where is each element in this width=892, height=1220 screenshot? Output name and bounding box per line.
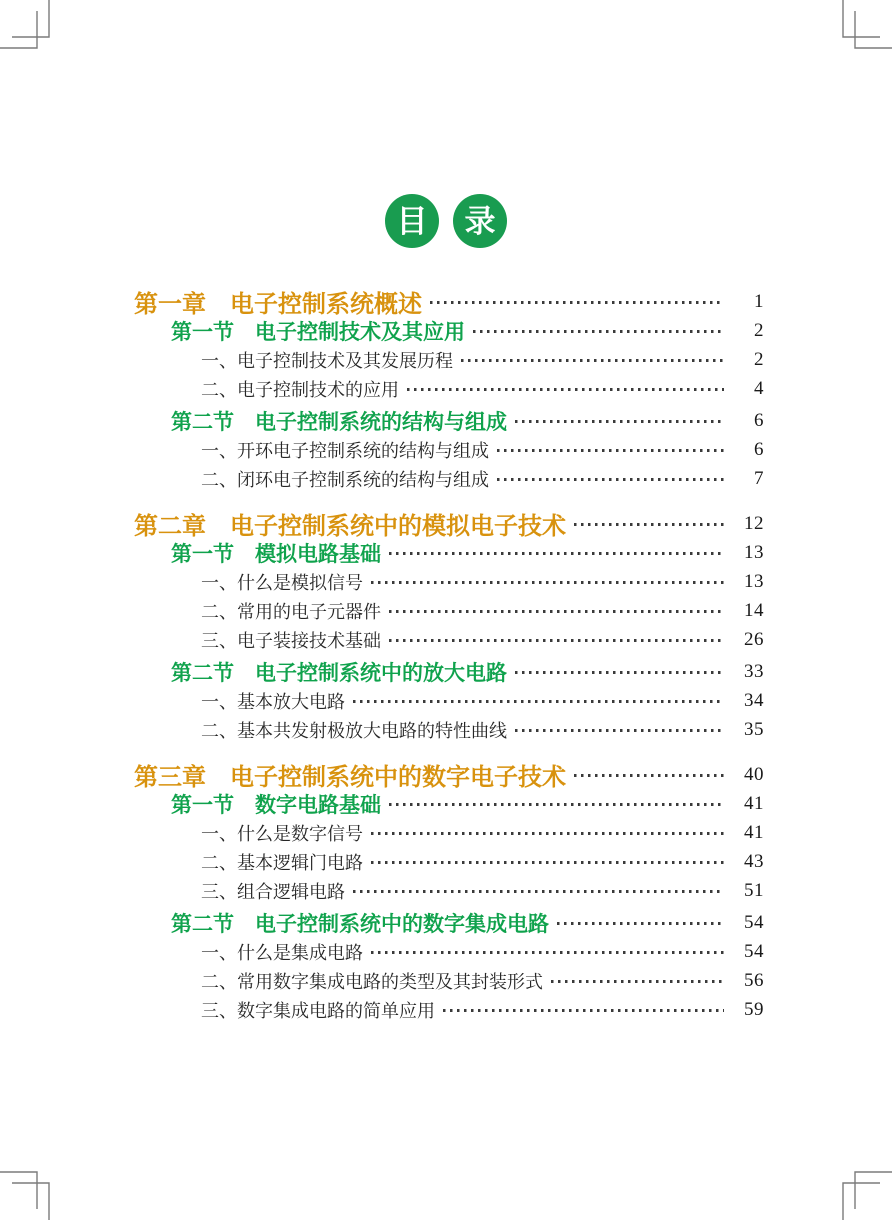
toc-entry-label: 一、开环电子控制系统的结构与组成 <box>201 440 489 461</box>
toc-entry-item <box>0 715 764 744</box>
dot-leader <box>473 330 724 333</box>
toc-entry-page: 13 <box>744 570 764 592</box>
dot-leader <box>515 420 724 423</box>
toc-entry-label: 第一章 电子控制系统概述 <box>134 291 422 318</box>
toc-entry-label: 一、电子控制技术及其发展历程 <box>201 350 453 371</box>
toc-entry-item <box>0 995 764 1024</box>
toc-entry-chapter <box>0 287 764 316</box>
dot-leader <box>371 581 724 584</box>
title-badge-mu: 目 <box>385 194 439 248</box>
dot-leader <box>557 922 724 925</box>
dot-leader <box>389 552 724 555</box>
toc-entry-page: 13 <box>744 541 764 563</box>
toc-entry-label: 第二章 电子控制系统中的模拟电子技术 <box>134 513 566 540</box>
page-title <box>0 194 892 248</box>
toc-entry-item <box>0 625 764 654</box>
toc-entry-chapter <box>0 760 764 789</box>
dot-leader <box>371 951 724 954</box>
toc-entry-item <box>0 876 764 905</box>
toc-entry-page: 14 <box>744 599 764 621</box>
dot-leader <box>407 388 724 391</box>
toc-entry-page: 1 <box>754 290 764 312</box>
dot-leader <box>371 861 724 864</box>
toc-entry-label: 二、常用数字集成电路的类型及其封装形式 <box>201 971 543 992</box>
toc-entry-page: 54 <box>744 940 764 962</box>
toc-entry-page: 41 <box>744 821 764 843</box>
dot-leader <box>353 700 724 703</box>
toc-entry-page: 34 <box>744 689 764 711</box>
dot-leader <box>353 890 724 893</box>
toc-entry-label: 一、基本放大电路 <box>201 691 345 712</box>
toc-entry-item <box>0 345 764 374</box>
toc-entry-page: 54 <box>744 911 764 933</box>
toc-entry-section <box>0 789 764 818</box>
toc-entry-section <box>0 538 764 567</box>
toc-entry-label: 第一节 模拟电路基础 <box>171 542 381 566</box>
toc-entry-page: 7 <box>754 467 764 489</box>
toc-entry-item <box>0 374 764 403</box>
dot-leader <box>574 774 724 777</box>
dot-leader <box>574 523 724 526</box>
toc-entry-label: 第二节 电子控制系统的结构与组成 <box>171 410 507 434</box>
toc-entry-item <box>0 596 764 625</box>
toc-entry-label: 二、基本共发射极放大电路的特性曲线 <box>201 720 507 741</box>
toc-entry-section <box>0 316 764 345</box>
toc-entry-chapter <box>0 509 764 538</box>
toc-entry-item <box>0 847 764 876</box>
toc-entry-label: 三、数字集成电路的简单应用 <box>201 1000 435 1021</box>
toc-entry-item <box>0 937 764 966</box>
toc-entry-page: 33 <box>744 660 764 682</box>
toc-entry-label: 一、什么是集成电路 <box>201 942 363 963</box>
toc-entry-page: 59 <box>744 998 764 1020</box>
toc-entry-page: 35 <box>744 718 764 740</box>
dot-leader <box>515 671 724 674</box>
toc-entry-label: 第一节 数字电路基础 <box>171 793 381 817</box>
toc-entry-page: 2 <box>754 319 764 341</box>
dot-leader <box>430 301 724 304</box>
dot-leader <box>389 803 724 806</box>
toc-entry-page: 2 <box>754 348 764 370</box>
toc-entry-item <box>0 686 764 715</box>
toc-entry-page: 41 <box>744 792 764 814</box>
dot-leader <box>389 610 724 613</box>
toc-entry-label: 二、闭环电子控制系统的结构与组成 <box>201 469 489 490</box>
toc-entry-page: 12 <box>744 512 764 534</box>
dot-leader <box>389 639 724 642</box>
toc-entry-label: 一、什么是模拟信号 <box>201 572 363 593</box>
toc-entry-label: 第二节 电子控制系统中的数字集成电路 <box>171 912 549 936</box>
dot-leader <box>497 478 724 481</box>
dot-leader <box>371 832 724 835</box>
toc-entry-page: 4 <box>754 377 764 399</box>
dot-leader <box>551 980 724 983</box>
dot-leader <box>443 1009 724 1012</box>
dot-leader <box>497 449 724 452</box>
dot-leader <box>515 729 724 732</box>
title-badge-lu: 录 <box>453 194 507 248</box>
toc-entry-section <box>0 908 764 937</box>
toc-entry-label: 三、组合逻辑电路 <box>201 881 345 902</box>
toc-entry-label: 三、电子装接技术基础 <box>201 630 381 651</box>
toc-entry-item <box>0 966 764 995</box>
toc-entry-label: 第二节 电子控制系统中的放大电路 <box>171 661 507 685</box>
toc-entry-item <box>0 567 764 596</box>
toc-list <box>0 287 764 1024</box>
toc-entry-label: 二、电子控制技术的应用 <box>201 379 399 400</box>
toc-entry-section <box>0 657 764 686</box>
toc-entry-label: 第一节 电子控制技术及其应用 <box>171 320 465 344</box>
toc-entry-page: 51 <box>744 879 764 901</box>
toc-entry-item <box>0 818 764 847</box>
toc-entry-section <box>0 406 764 435</box>
toc-entry-page: 6 <box>754 438 764 460</box>
toc-entry-page: 6 <box>754 409 764 431</box>
toc-entry-label: 二、常用的电子元器件 <box>201 601 381 622</box>
toc-entry-label: 第三章 电子控制系统中的数字电子技术 <box>134 764 566 791</box>
toc-entry-page: 43 <box>744 850 764 872</box>
toc-entry-item <box>0 435 764 464</box>
toc-entry-page: 40 <box>744 763 764 785</box>
toc-entry-label: 二、基本逻辑门电路 <box>201 852 363 873</box>
toc-entry-page: 56 <box>744 969 764 991</box>
toc-entry-item <box>0 464 764 493</box>
toc-entry-label: 一、什么是数字信号 <box>201 823 363 844</box>
toc-entry-page: 26 <box>744 628 764 650</box>
dot-leader <box>461 359 724 362</box>
